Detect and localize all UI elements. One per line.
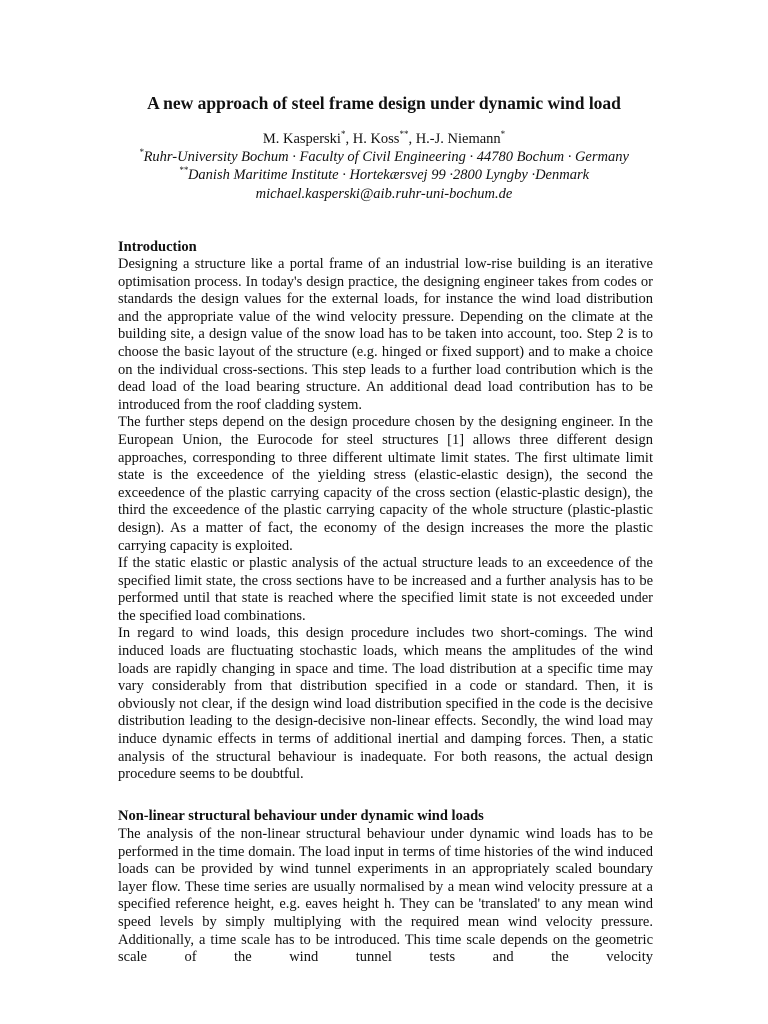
affiliation-1 <box>0 148 768 166</box>
section-heading-introduction: Introduction <box>118 239 197 255</box>
affiliation-text: Ruhr-University Bochum · Faculty of Civil Engineering · 44780 Bochum · Germany <box>143 149 629 166</box>
paragraph: Designing a structure like a portal frame of an industrial low-rise building is an iterative optimisation process. In today's design practice, the designing engineer takes from codes or standards the design values for the external loads, for instance the wind load distribution and the appropriate value of the wind velocity pressure. Depending on the climate at the building site, a design value of the snow load has to be taken into account, too. Step 2 is to choose the basic layout of the structure (e.g. hinged or fixed support) and to make a choice on the individual cross-sections. This step leads to a further load contribution which is the dead load of the load bearing structure. An additional dead load contribution has to be introduced from the roof cladding system. <box>118 256 653 413</box>
introduction-body <box>118 256 653 784</box>
author-name: , H. Koss <box>345 131 400 147</box>
paragraph: The further steps depend on the design procedure chosen by the designing engineer. In the European Union, the Eurocode for steel structures [1] allows three different design approaches, corresponding to three different ultimate limit states. The first ultimate limit state is the exceedence of the yielding stress (elastic-elastic design), the second the exceedence of the plastic carrying capacity of the cross section (elastic-plastic design), the third the exceedence of the plastic carrying capacity of the whole structure (plastic-plastic design). As a matter of fact, the economy of the design increases the more the plastic carrying capacity is exploited. <box>118 414 653 554</box>
author-email: michael.kasperski@aib.ruhr-uni-bochum.de <box>255 185 513 202</box>
affiliation-2 <box>0 166 768 184</box>
author-block <box>0 130 768 203</box>
author-mark: * <box>500 129 506 140</box>
author-mark: * <box>340 129 346 140</box>
author-name: , H.-J. Niemann <box>408 131 501 147</box>
nonlinear-body <box>118 826 653 967</box>
paper-title: A new approach of steel frame design under dynamic wind load <box>147 93 621 113</box>
affiliation-mark: ** <box>178 165 188 176</box>
affiliation-mark: * <box>139 147 144 158</box>
author-mark: ** <box>399 129 409 140</box>
affiliation-text: Danish Maritime Institute · Hortekærsvej 99 ·2800 Lyngby ·Denmark <box>187 167 590 184</box>
section-heading-nonlinear: Non-linear structural behaviour under dynamic wind loads <box>118 808 484 824</box>
paragraph: In regard to wind loads, this design procedure includes two short-comings. The wind induced loads are fluctuating stochastic loads, which means the amplitudes of the wind loads are rapidly changing in space and time. The load distribution at a specific time may vary considerably from that distribution specified in a code or standard. Then, it is obviously not clear, if the design wind load distribution specified in the code is the decisive distribution leading to the design-decisive non-linear effects. Secondly, the wind load may induce dynamic effects in terms of additional inertial and damping forces. Then, a static analysis of the structural behaviour is inadequate. For both reasons, the actual design procedure seems to be doubtful. <box>118 625 653 783</box>
paragraph: The analysis of the non-linear structural behaviour under dynamic wind loads has to be performed in the time domain. The load input in terms of time histories of the wind induced loads can be provided by wind tunnel experiments in an appropriately scaled boundary layer flow. These time series are usually normalised by a mean wind velocity pressure at a specified reference height, e.g. eaves height h. They can be 'translated' to any mean wind speed levels by simply multiplying with the required mean wind velocity pressure. Additionally, a time scale has to be introduced. This time scale depends on the geometric scale of the wind tunnel tests and the velocity <box>118 826 653 966</box>
author-name: M. Kasperski <box>262 131 341 147</box>
author-line <box>0 130 768 148</box>
paragraph: If the static elastic or plastic analysis of the actual structure leads to an exceedence of the specified limit state, the cross sections have to be increased and a further analysis has to be performed until that state is reached where the specified limit state is not exceeded under the specified load combinations. <box>118 555 653 624</box>
